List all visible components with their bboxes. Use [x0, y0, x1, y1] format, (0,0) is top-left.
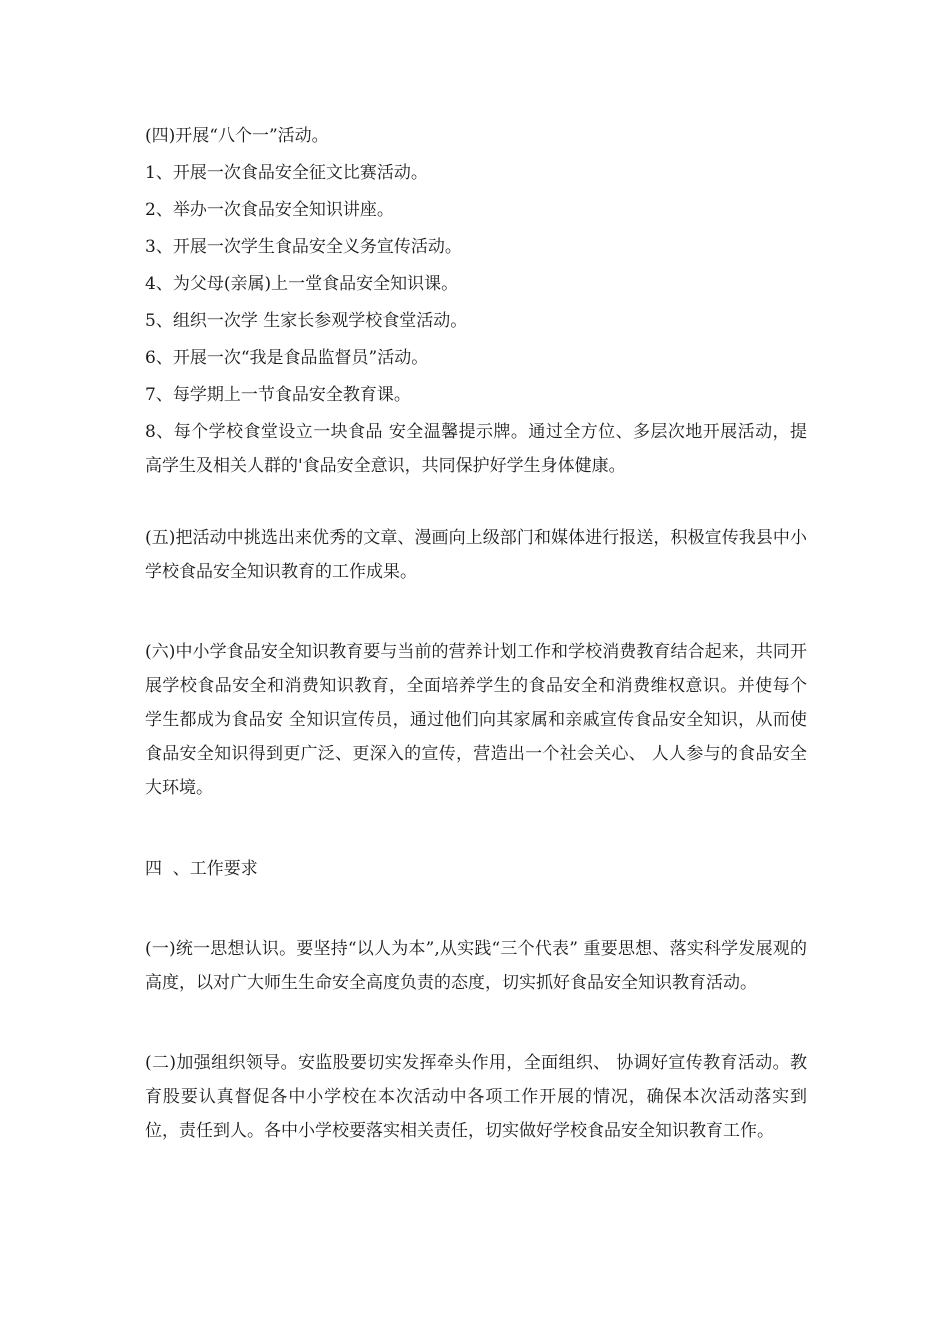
activity-item-4: 4、为父母(亲属)上一堂食品安全知识课。: [145, 274, 459, 294]
requirement-one-paragraph: (一)统一思想认识。要坚持“以人为本”,从实践“三个代表” 重要思想、落实科学发展观的高度，以对广大师生生命安全高度负责的态度，切实抓好食品安全知识教育活动。: [145, 939, 807, 993]
activity-item-5: 5、组织一次学 生家长参观学校食堂活动。: [145, 311, 468, 331]
activity-item-7: 7、每学期上一节食品安全教育课。: [145, 385, 411, 405]
activity-item-3: 3、开展一次学生食品安全义务宣传活动。: [145, 237, 462, 257]
activity-item-6: 6、开展一次“我是食品监督员”活动。: [145, 348, 429, 368]
document-page: [145, 124, 807, 1148]
activity-item-1: 1、开展一次食品安全征文比赛活动。: [145, 163, 428, 183]
section-four-title: (四)开展“八个一”活动。: [145, 126, 329, 146]
section-five-paragraph: (五)把活动中挑选出来优秀的文章、漫画向上级部门和媒体进行报送，积极宣传我县中小学校食品安全知识教育的工作成果。: [145, 528, 807, 582]
section-six-paragraph: (六)中小学食品安全知识教育要与当前的营养计划工作和学校消费教育结合起来，共同开展学校食品安全和消费知识教育，全面培养学生的食品安全和消费维权意识。并使每个学生都成为食品安 全知识宣传员，通过他们向其家属和亲戚宣传食品安全知识，从而使食品安全知识得到更广泛、更深入的宣传，营造出一个社会关心、 人人参与的食品安全大环境。: [145, 642, 807, 798]
activity-item-8: 8、每个学校食堂设立一块食品 安全温馨提示牌。通过全方位、多层次地开展活动，提高学生及相关人群的'食品安全意识，共同保护好学生身体健康。: [145, 422, 807, 476]
work-requirements-heading: 四 、工作要求: [145, 859, 258, 879]
requirement-two-paragraph: (二)加强组织领导。安监股要切实发挥牵头作用，全面组织、 协调好宣传教育活动。教育股要认真督促各中小学校在本次活动中各项工作开展的情况，确保本次活动落实到位，责任到人。各中小学校要落实相关责任，切实做好学校食品安全知识教育工作。: [145, 1053, 807, 1141]
activity-item-2: 2、举办一次食品安全知识讲座。: [145, 200, 394, 220]
